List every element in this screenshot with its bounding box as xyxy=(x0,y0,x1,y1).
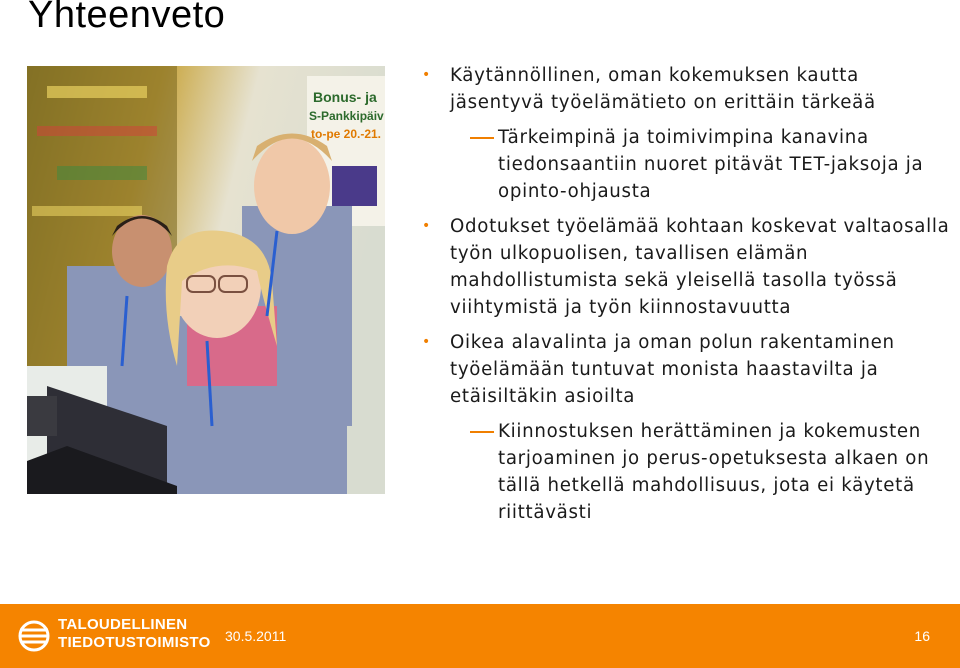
footer-bar xyxy=(0,604,960,668)
bullet-list xyxy=(420,62,950,534)
company-logo xyxy=(18,614,211,658)
logo-text xyxy=(58,616,211,652)
bullet-item xyxy=(420,329,950,410)
sub-bullet-text: Tärkeimpinä ja toimivimpina kanavina tiedonsaantiin nuoret pitävät TET-jaksoja ja opinto-ohjausta xyxy=(498,127,924,202)
footer-date: 30.5.2011 xyxy=(225,628,287,644)
bullet-marker: • xyxy=(422,218,431,234)
slide-title: Yhteenveto xyxy=(28,0,226,36)
globe-icon xyxy=(18,618,54,654)
bullet-text: Käytännöllinen, oman kokemuksen kautta jäsentyvä työelämätieto on erittäin tärkeää xyxy=(450,65,876,113)
sign-text-1: Bonus- ja xyxy=(313,89,377,105)
sign-text-3: to-pe 20.-21. xyxy=(311,127,382,141)
sub-bullet-item xyxy=(420,124,950,205)
page-number: 16 xyxy=(914,628,930,644)
logo-line-1: TALOUDELLINEN xyxy=(58,616,188,633)
dash-marker xyxy=(470,137,494,139)
bullet-marker: • xyxy=(422,67,431,83)
bullet-marker: • xyxy=(422,334,431,350)
sign-text-2: S-Pankkipäiv xyxy=(309,109,384,123)
bullet-item xyxy=(420,62,950,116)
photo-students-at-computer xyxy=(27,66,385,494)
bullet-text: Odotukset työelämää kohtaan koskevat valtaosalla työn ulkopuolisen, tavallisen elämän mahdollistumista sekä yleisellä tasolla työssä viihtymistä ja työn kiinnostavuutta xyxy=(450,216,950,318)
bullet-item xyxy=(420,213,950,321)
sub-bullet-text: Kiinnostuksen herättäminen ja kokemusten tarjoaminen jo perus-opetuksesta alkaen on tällä hetkellä mahdollisuus, jota ei käytetä riittävästi xyxy=(498,421,930,523)
sub-bullet-item xyxy=(420,418,950,526)
bullet-text: Oikea alavalinta ja oman polun rakentaminen työelämään tuntuvat monista haastavilta ja etäisiltäkin asioilta xyxy=(450,332,895,407)
logo-line-2: TIEDOTUSTOIMISTO xyxy=(58,634,211,651)
dash-marker xyxy=(470,431,494,433)
